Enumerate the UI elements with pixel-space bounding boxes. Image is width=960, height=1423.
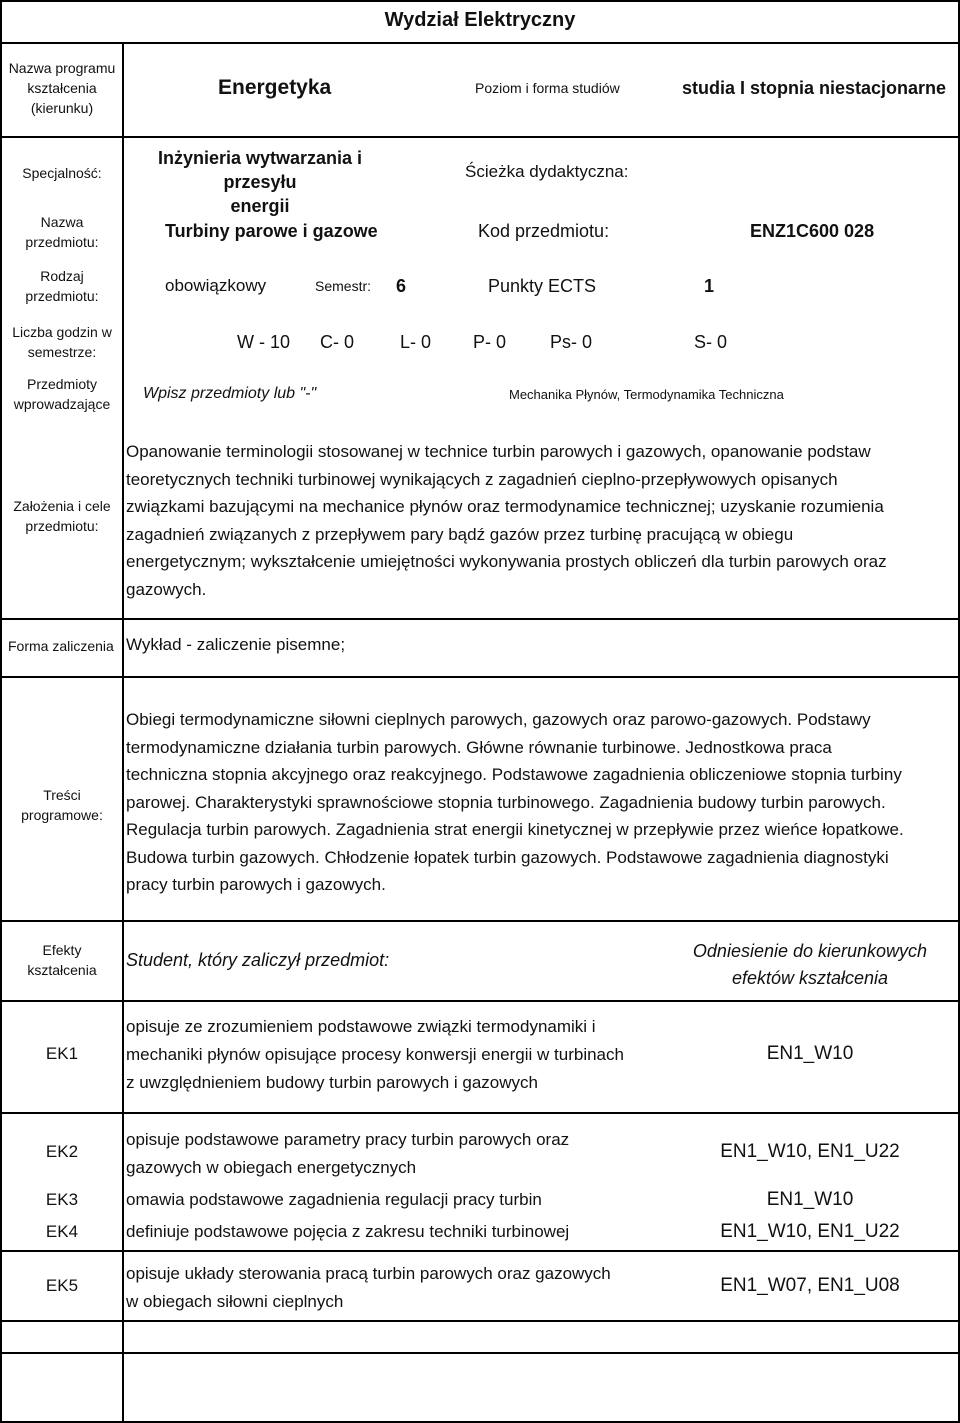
outcomes-label: Efekty kształcenia: [27, 942, 97, 978]
type-value: obowiązkowy: [165, 276, 267, 295]
level-label: Poziom i forma studiów: [475, 80, 620, 96]
divider-empty-row: [0, 1352, 960, 1354]
ek4-description: definiuje podstawowe pojęcia z zakresu techniki turbinowej: [126, 1222, 570, 1241]
subject-name: Turbiny parowe i gazowe: [165, 221, 378, 241]
ek2-description: opisuje podstawowe parametry pracy turbin parowych oraz gazowych w obiegach energetycznych: [126, 1130, 570, 1177]
ek5-description: opisuje układy sterowania pracą turbin parowych oraz gazowych w obiegach siłowni cieplnych: [126, 1264, 611, 1311]
specialty-value: Inżynieria wytwarzania i przesyłu energii: [157, 148, 363, 216]
program-label: Nazwa programu kształcenia (kierunku): [8, 60, 116, 116]
assessment-value: Wykład - zaliczenie pisemne;: [126, 635, 346, 654]
ek5-id: EK5: [45, 1276, 79, 1295]
ects-label: Punkty ECTS: [488, 276, 597, 296]
divider-ek1: [0, 1112, 960, 1114]
ek2-reference: EN1_W10, EN1_U22: [720, 1141, 900, 1162]
content-text: Obiegi termodynamiczne siłowni cieplnych parowych, gazowych oraz parowo-gazowych. Podstawy termodynamiczne działania turbin parowych. Główne równanie turbinowe. Jednostkowa praca techniczna stopnia akcyjnego oraz reakcyjnego. Podstawowe zagadnienia obliczeniowe stopnia turbiny parowej. Charakterystyki sprawnościowe stopnia turbinowego. Zagadnienia budowy turbin parowych. Regulacja turbin parowych. Zagadnienia strat energii kinetycznej w przepływie przez wieńce łopatkowe. Budowa turbin gazowych. Chłodzenie łopatek turbin gazowych. Podstawowe zagadnienia diagnostyki pracy turbin parowych i gazowych.: [126, 710, 904, 894]
faculty-title: Wydział Elektryczny: [384, 9, 576, 31]
code-label: Kod przedmiotu:: [478, 221, 610, 241]
hours-exercises: C- 0: [320, 332, 355, 352]
ek5-reference: EN1_W07, EN1_U08: [720, 1275, 900, 1296]
program-value: Energetyka: [218, 76, 332, 99]
hours-project: P- 0: [473, 332, 507, 352]
divider-program: [0, 136, 960, 138]
ek4-id: EK4: [45, 1222, 79, 1241]
hours-lecture: W - 10: [237, 332, 291, 352]
content-label: Treści programowe:: [21, 787, 103, 823]
divider-content: [0, 920, 960, 922]
ek1-id: EK1: [45, 1044, 79, 1063]
level-value: studia I stopnia niestacjonarne: [682, 78, 947, 98]
prerequisites-label: Przedmioty wprowadzające: [13, 376, 111, 412]
semester-value: 6: [396, 276, 407, 296]
hours-proseminar: Ps- 0: [550, 332, 593, 352]
type-label: Rodzaj przedmiotu:: [25, 268, 99, 304]
ek3-reference: EN1_W10: [766, 1189, 854, 1210]
ek2-id: EK2: [45, 1142, 79, 1161]
subject-label: Nazwa przedmiotu:: [25, 214, 99, 250]
outcomes-reference-label: Odniesienie do kierunkowych efektów kształcenia: [692, 941, 928, 988]
ek4-reference: EN1_W10, EN1_U22: [720, 1221, 900, 1242]
prerequisites-value: Mechanika Płynów, Termodynamika Techniczna: [509, 387, 784, 402]
ek1-description: opisuje ze zrozumieniem podstawowe związki termodynamiki i mechaniki płynów opisujące procesy konwersji energii w turbinach z uwzględnieniem budowy turbin parowych i gazowych: [126, 1017, 624, 1092]
hours-laboratory: L- 0: [400, 332, 432, 352]
path-label: Ścieżka dydaktyczna:: [465, 162, 629, 181]
divider-outcomes-header: [0, 1000, 960, 1002]
specialty-label: Specjalność:: [22, 165, 102, 181]
ek1-reference: EN1_W10: [766, 1043, 854, 1064]
divider-ek4: [0, 1250, 960, 1252]
subject-code: ENZ1C600 028: [750, 221, 875, 241]
assessment-label: Forma zaliczenia: [8, 638, 114, 654]
divider-goals: [0, 618, 960, 620]
divider-assessment: [0, 676, 960, 678]
goals-label: Założenia i cele przedmiotu:: [13, 498, 111, 534]
ek3-id: EK3: [45, 1190, 79, 1209]
divider-header: [0, 42, 960, 44]
goals-text: Opanowanie terminologii stosowanej w technice turbin parowych i gazowych, opanowanie podstaw teoretycznych techniki turbinowej wynikających z zagadnień cieplno-przepływowych opisanych związkami bazującymi na mechanice płynów oraz termodynamice technicznej; uzyskanie rozumienia zagadnień związanych z przepływem pary bądź gazów przez turbinę pracującą w obiegu energetycznym; wykształcenie umiejętności wykonywania prostych obliczeń dla turbin parowych oraz gazowych.: [126, 442, 887, 599]
ek3-description: omawia podstawowe zagadnienia regulacji pracy turbin: [126, 1190, 542, 1209]
ects-value: 1: [704, 276, 715, 296]
border-top: [0, 0, 960, 2]
outcomes-student-label: Student, który zaliczył przedmiot:: [126, 950, 390, 970]
divider-label-column: [122, 42, 124, 1423]
hours-label: Liczba godzin w semestrze:: [12, 324, 112, 360]
prerequisites-hint: Wpisz przedmioty lub "-": [143, 385, 317, 402]
divider-ek5: [0, 1320, 960, 1322]
semester-label: Semestr:: [315, 278, 372, 294]
hours-seminar: S- 0: [694, 332, 728, 352]
